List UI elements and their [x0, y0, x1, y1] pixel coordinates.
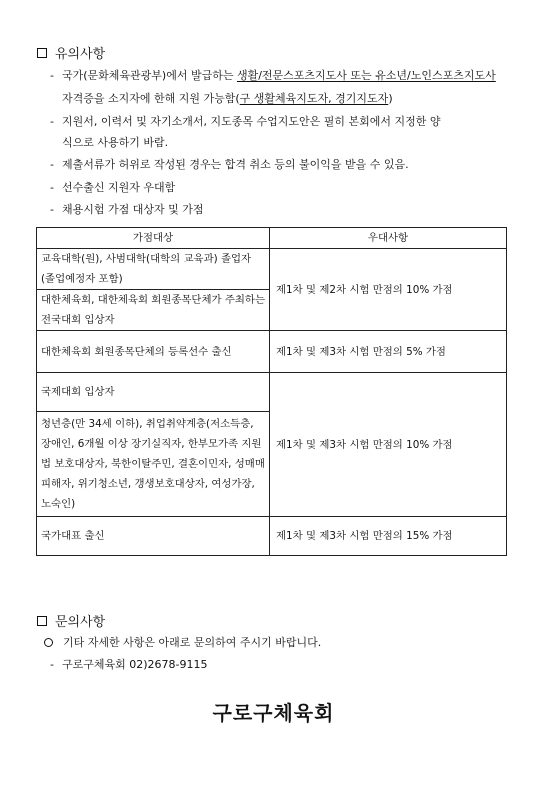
inquiry-contact-line: [50, 658, 520, 672]
inquiry-text-line: 기타 자세한 사항은 아래로 문의하여 주시기 바랍니다.: [44, 636, 321, 650]
notice-heading-text: 유의사항: [55, 47, 106, 62]
table-row: [37, 373, 507, 412]
organization-name: 구로구체육회: [212, 701, 335, 725]
table-cell-benefit: 제1차 및 제2차 시험 만점의 10% 가점: [270, 249, 507, 331]
table-cell-target: 국제대회 입상자: [37, 373, 270, 412]
bonus-points-table: [36, 227, 507, 556]
circle-bullet-icon: [44, 638, 53, 647]
inquiry-heading: [37, 611, 105, 630]
dash-icon: -: [50, 158, 54, 171]
underlined-old-name: 구 생활체육지도자, 경기지도자: [239, 92, 389, 105]
table-cell-target: 대한체육회, 대한체육회 회원종목단체가 주최하는 전국대회 입상자: [37, 290, 270, 331]
table-header-benefit: 우대사항: [270, 228, 507, 249]
notice-item-3: - 제출서류가 허위로 작성된 경우는 합격 취소 등의 불이익을 받을 수 있음.: [50, 158, 409, 171]
dash-icon: -: [50, 69, 54, 82]
notice-item-2-line2: 식으로 사용하기 바람.: [62, 136, 169, 149]
contact-info: 구로구체육회 02)2678-9115: [62, 658, 208, 671]
table-cell-target: 교육대학(원), 사범대학(대학의 교육과) 졸업자(졸업예정자 포함): [37, 249, 270, 290]
dash-icon: -: [50, 203, 54, 216]
square-bullet-icon: [37, 48, 47, 58]
table-cell-target: 국가대표 출신: [37, 517, 270, 556]
table-row: [37, 331, 507, 373]
dash-icon: -: [50, 658, 54, 671]
table-cell-benefit: 제1차 및 제3차 시험 만점의 5% 가점: [270, 331, 507, 373]
notice-item-5: - 채용시험 가점 대상자 및 가점: [50, 203, 204, 216]
underlined-qualification: 생활/전문스포츠지도사 또는 유소년/노인스포츠지도사: [236, 69, 496, 82]
notice-item-2-line1: - 지원서, 이력서 및 자기소개서, 지도종목 수업지도안은 필히 본회에서 지정한 양: [50, 115, 441, 128]
table-row: [37, 517, 507, 556]
notice-heading: [37, 43, 105, 62]
table-header-row: [37, 228, 507, 249]
table-cell-target: 대한체육회 회원종목단체의 등록선수 출신: [37, 331, 270, 373]
notice-item-1-line2: 자격증을 소지자에 한해 지원 가능함(구 생활체육지도자, 경기지도자): [62, 92, 393, 105]
table-header-target: 가점대상: [37, 228, 270, 249]
table-cell-benefit: 제1차 및 제3차 시험 만점의 15% 가점: [270, 517, 507, 556]
dash-icon: -: [50, 181, 54, 194]
table-cell-target: 청년층(만 34세 이하), 취업취약계층(저소득층, 장애인, 6개월 이상 장기실직자, 한부모가족 지원법 보호대상자, 북한이탈주민, 결혼이민자, 성매매피해자, 위기청소년, 갱생보호대상자, 여성가장, 노숙인): [37, 412, 270, 517]
table-cell-benefit: 제1차 및 제3차 시험 만점의 10% 가점: [270, 373, 507, 517]
square-bullet-icon: [37, 616, 47, 626]
dash-icon: -: [50, 115, 54, 128]
inquiry-heading-text: 문의사항: [55, 615, 106, 630]
notice-item-4: - 선수출신 지원자 우대함: [50, 181, 176, 194]
table-row: [37, 249, 507, 290]
notice-item-1-line1: - 국가(문화체육관광부)에서 발급하는 생활/전문스포츠지도사 또는 유소년/노인스포츠지도사: [50, 69, 496, 82]
